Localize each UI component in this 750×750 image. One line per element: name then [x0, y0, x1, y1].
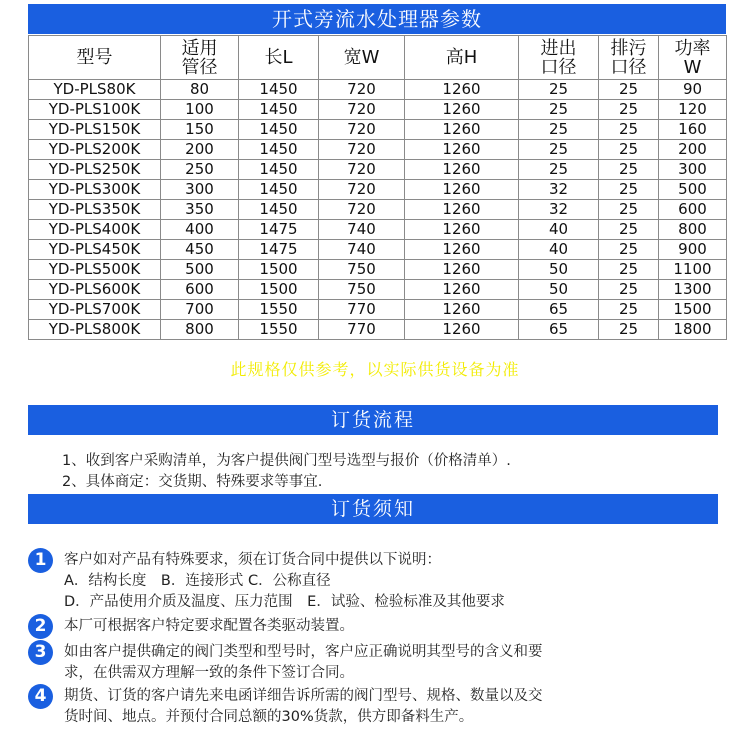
table-cell: 100 [161, 100, 239, 120]
table-cell: 120 [659, 100, 727, 120]
table-cell: 40 [519, 240, 599, 260]
table-cell: 1450 [239, 80, 319, 100]
table-cell: 65 [519, 320, 599, 340]
table-cell: 1260 [405, 80, 519, 100]
table-cell: 600 [659, 200, 727, 220]
table-cell: 900 [659, 240, 727, 260]
table-cell: 720 [319, 80, 405, 100]
table-cell: 1260 [405, 160, 519, 180]
table-cell: 720 [319, 160, 405, 180]
table-row [29, 260, 727, 280]
order-notice-banner: 订货须知 [28, 494, 718, 524]
table-cell: 500 [659, 180, 727, 200]
table-row [29, 100, 727, 120]
table-cell: 200 [659, 140, 727, 160]
table-cell: 25 [599, 260, 659, 280]
table-cell: 500 [161, 260, 239, 280]
table-cell: 25 [599, 280, 659, 300]
table-cell: 740 [319, 240, 405, 260]
table-cell: 32 [519, 200, 599, 220]
notice-line: 如由客户提供确定的阀门类型和型号时，客户应正确说明其型号的含义和要 [64, 644, 543, 660]
table-row [29, 280, 727, 300]
table-cell: 25 [519, 160, 599, 180]
table-cell: 25 [599, 120, 659, 140]
table-row [29, 320, 727, 340]
table-cell: YD-PLS500K [29, 260, 161, 280]
spec-table [28, 35, 727, 340]
table-cell: 720 [319, 140, 405, 160]
table-cell: 1260 [405, 200, 519, 220]
table-cell: 1260 [405, 180, 519, 200]
table-cell: 1260 [405, 140, 519, 160]
table-cell: 1450 [239, 140, 319, 160]
header-height: 高H [405, 36, 519, 80]
table-cell: YD-PLS700K [29, 300, 161, 320]
number-badge-icon: 3 [28, 640, 53, 665]
table-cell: 1260 [405, 300, 519, 320]
table-cell: 25 [599, 140, 659, 160]
table-cell: 1260 [405, 220, 519, 240]
table-cell: 1550 [239, 320, 319, 340]
table-cell: 1260 [405, 280, 519, 300]
spec-table-title: 开式旁流水处理器参数 [28, 4, 726, 34]
table-cell: 25 [519, 140, 599, 160]
table-cell: 50 [519, 280, 599, 300]
table-cell: YD-PLS200K [29, 140, 161, 160]
table-cell: YD-PLS600K [29, 280, 161, 300]
header-power: 功率W [659, 36, 727, 80]
spec-note: 此规格仅供参考，以实际供货设备为准 [230, 360, 520, 379]
table-cell: 1475 [239, 240, 319, 260]
table-cell: 1260 [405, 120, 519, 140]
process-step: 1、收到客户采购清单，为客户提供阀门型号选型与报价（价格清单）. [62, 453, 511, 469]
table-cell: 720 [319, 100, 405, 120]
table-cell: 770 [319, 320, 405, 340]
table-cell: 25 [599, 80, 659, 100]
notice-line: 求，在供需双方理解一致的条件下签订合同。 [64, 665, 354, 681]
table-cell: 450 [161, 240, 239, 260]
table-cell: 25 [599, 100, 659, 120]
table-row [29, 180, 727, 200]
table-cell: YD-PLS80K [29, 80, 161, 100]
table-row [29, 120, 727, 140]
table-cell: 40 [519, 220, 599, 240]
table-cell: 32 [519, 180, 599, 200]
table-cell: 1260 [405, 260, 519, 280]
table-cell: YD-PLS250K [29, 160, 161, 180]
table-cell: 740 [319, 220, 405, 240]
table-row [29, 80, 727, 100]
table-cell: YD-PLS800K [29, 320, 161, 340]
table-cell: 150 [161, 120, 239, 140]
table-cell: 25 [599, 320, 659, 340]
table-cell: 25 [519, 80, 599, 100]
table-cell: 25 [599, 240, 659, 260]
table-cell: 1450 [239, 200, 319, 220]
table-cell: 1100 [659, 260, 727, 280]
table-cell: 1450 [239, 100, 319, 120]
table-cell: 720 [319, 200, 405, 220]
table-cell: 750 [319, 260, 405, 280]
table-cell: YD-PLS400K [29, 220, 161, 240]
process-step: 2、具体商定：交货期、特殊要求等事宜. [62, 474, 323, 490]
table-cell: 400 [161, 220, 239, 240]
table-cell: YD-PLS300K [29, 180, 161, 200]
table-cell: 1475 [239, 220, 319, 240]
header-inlet-outlet: 进出口径 [519, 36, 599, 80]
table-cell: 300 [659, 160, 727, 180]
table-cell: 25 [599, 220, 659, 240]
table-cell: 1260 [405, 100, 519, 120]
table-row [29, 240, 727, 260]
table-cell: 65 [519, 300, 599, 320]
table-cell: 25 [599, 180, 659, 200]
table-cell: 160 [659, 120, 727, 140]
notice-line: 期货、订货的客户请先来电函详细告诉所需的阀门型号、规格、数量以及交 [64, 688, 543, 704]
table-cell: 250 [161, 160, 239, 180]
header-pipe-size: 适用管径 [161, 36, 239, 80]
table-cell: 720 [319, 120, 405, 140]
table-cell: 90 [659, 80, 727, 100]
table-cell: 720 [319, 180, 405, 200]
table-cell: 300 [161, 180, 239, 200]
table-cell: 50 [519, 260, 599, 280]
table-cell: 1260 [405, 320, 519, 340]
header-model: 型号 [29, 36, 161, 80]
table-cell: YD-PLS450K [29, 240, 161, 260]
table-row [29, 220, 727, 240]
number-badge-icon: 4 [28, 684, 53, 709]
table-cell: 25 [599, 200, 659, 220]
table-cell: 1550 [239, 300, 319, 320]
notice-line: 本厂可根据客户特定要求配置各类驱动装置。 [64, 618, 354, 634]
number-badge-icon: 1 [28, 548, 53, 573]
table-cell: 80 [161, 80, 239, 100]
table-cell: 1500 [239, 260, 319, 280]
table-cell: 1800 [659, 320, 727, 340]
table-cell: 25 [519, 120, 599, 140]
table-cell: 750 [319, 280, 405, 300]
table-cell: 25 [599, 300, 659, 320]
header-length: 长L [239, 36, 319, 80]
notice-line: A．结构长度 B．连接形式 C．公称直径 [64, 573, 331, 589]
table-header-row [29, 36, 727, 80]
table-cell: YD-PLS100K [29, 100, 161, 120]
table-cell: 770 [319, 300, 405, 320]
table-cell: 200 [161, 140, 239, 160]
table-cell: 1450 [239, 120, 319, 140]
table-row [29, 160, 727, 180]
table-cell: 800 [161, 320, 239, 340]
table-cell: 600 [161, 280, 239, 300]
order-process-banner: 订货流程 [28, 405, 718, 435]
table-cell: 25 [599, 160, 659, 180]
table-cell: 1260 [405, 240, 519, 260]
table-cell: 700 [161, 300, 239, 320]
table-cell: 800 [659, 220, 727, 240]
table-cell: 1300 [659, 280, 727, 300]
table-cell: YD-PLS350K [29, 200, 161, 220]
table-cell: 25 [519, 100, 599, 120]
table-row [29, 200, 727, 220]
table-cell: 350 [161, 200, 239, 220]
header-width: 宽W [319, 36, 405, 80]
notice-line: 客户如对产品有特殊要求，须在订货合同中提供以下说明： [64, 552, 441, 568]
table-cell: 1500 [659, 300, 727, 320]
number-badge-icon: 2 [28, 614, 53, 639]
table-cell: 1500 [239, 280, 319, 300]
notice-line: 货时间、地点。并预付合同总额的30%货款，供方即备料生产。 [64, 709, 474, 725]
notice-line: D．产品使用介质及温度、压力范围 E．试验、检验标准及其他要求 [64, 594, 505, 610]
table-cell: 1450 [239, 180, 319, 200]
table-cell: 1450 [239, 160, 319, 180]
table-row [29, 300, 727, 320]
table-row [29, 140, 727, 160]
header-drain: 排污口径 [599, 36, 659, 80]
table-cell: YD-PLS150K [29, 120, 161, 140]
